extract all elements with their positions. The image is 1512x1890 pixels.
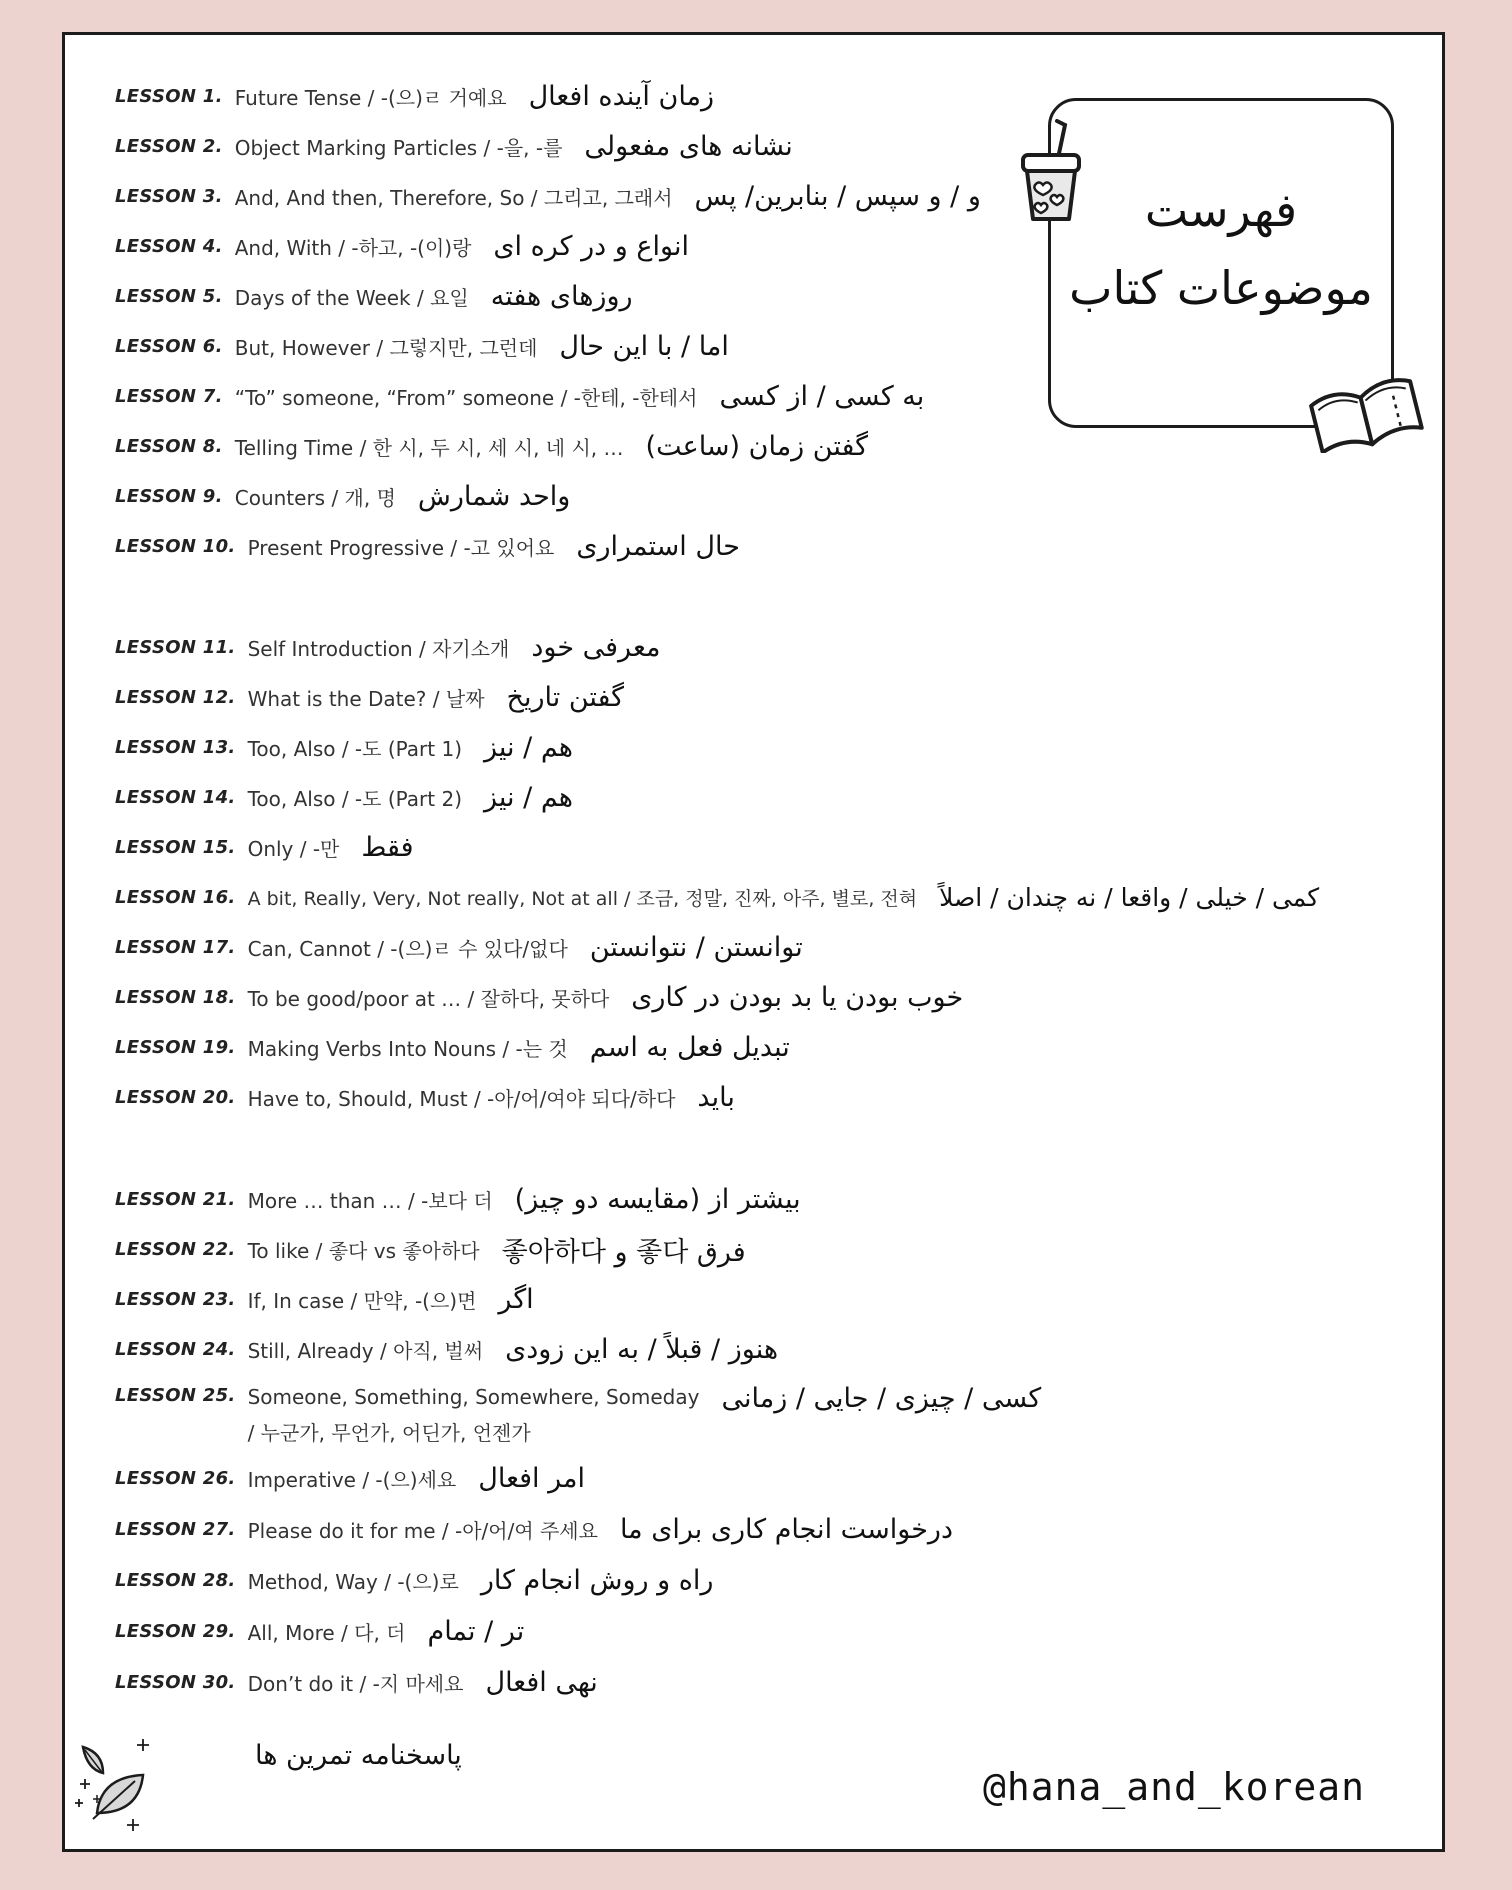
lesson-number: LESSON 20. [115,1086,236,1108]
leaf-sparkle-icon [73,1735,173,1835]
lesson-title-en: Counters / 개, 명 [234,485,396,510]
lesson-title-fa: هنوز / قبلاً / به این زودی [505,1333,779,1365]
lesson-number: LESSON 9. [115,485,223,507]
lesson-title-en: But, However / 그렇지만, 그런데 [234,335,538,360]
lesson-number: LESSON 17. [115,936,236,958]
lesson-title-fa: گفتن زمان (ساعت) [645,430,869,462]
table-of-contents-page [62,32,1445,1852]
open-book-icon [1304,353,1424,453]
lesson-title-fa: تبدیل فعل به اسم [589,1031,790,1063]
lesson-row [115,779,573,815]
lesson-title-fa: فقط [361,831,414,863]
lesson-row [115,679,624,715]
social-handle: @hana_and_korean [983,1765,1366,1809]
lesson-number: LESSON 24. [115,1338,236,1360]
lesson-row [115,478,570,514]
lesson-title-fa: واحد شمارش [417,480,571,512]
lesson-row [115,1029,790,1065]
lesson-title-en: Method, Way / -(으)로 [247,1569,459,1594]
lesson-title-fa: روزهای هفته [490,280,633,312]
lesson-title-fa: گفتن تاریخ [506,681,625,713]
lesson-row [115,228,689,264]
lesson-title-fa: تر / تمام [427,1615,525,1647]
lesson-title-en: Making Verbs Into Nouns / -는 것 [247,1036,568,1061]
lesson-number: LESSON 1. [115,85,223,107]
lesson-row [115,128,793,164]
lesson-title-en: If, In case / 만약, -(으)면 [247,1288,477,1313]
lesson-number: LESSON 12. [115,686,236,708]
lesson-row [115,1331,778,1367]
contents-title-line2: موضوعات کتاب [1069,261,1373,315]
lesson-title-fa: اگر [498,1283,534,1315]
lesson-number: LESSON 23. [115,1288,236,1310]
lesson-row [115,979,963,1015]
lesson-title-en-korean: / 누군가, 무언가, 어딘가, 언젠가 [247,1421,531,1445]
lesson-title-fa: باید [697,1081,735,1113]
lesson-row [115,278,633,314]
lesson-row [115,729,573,765]
lesson-title-fa: به کسی / از کسی [719,380,925,412]
lesson-title-en: More … than … / -보다 더 [247,1188,493,1213]
lesson-title-en-block [248,1385,700,1446]
lesson-title-fa: هم / نیز [484,731,574,763]
lesson-row [115,879,1319,915]
lesson-number: LESSON 27. [115,1518,236,1540]
lesson-number: LESSON 7. [115,385,223,407]
lesson-title-fa: کسی / چیزی / جایی / زمانی [721,1383,1042,1414]
contents-title-line1: فهرست [1144,183,1298,237]
drink-cup-icon [1017,115,1087,227]
lesson-number: LESSON 2. [115,135,223,157]
lesson-row [115,1381,1041,1453]
lesson-title-fa: فرق 좋다 و 좋아하다 [501,1236,746,1268]
lesson-title-en: Too, Also / -도 (Part 1) [247,736,462,761]
lesson-title-fa: کمی / خیلی / واقعا / نه چندان / اصلاً [939,882,1320,912]
lesson-number: LESSON 30. [115,1671,236,1693]
lesson-title-en: A bit, Really, Very, Not really, Not at all / 조금, 정말, 진짜, 아주, 별로, 전혀 [247,887,918,910]
lesson-title-en: Present Progressive / -고 있어요 [247,535,555,560]
lesson-number: LESSON 15. [115,836,236,858]
lesson-row [115,178,981,214]
lesson-title-fa: اما / با این حال [559,330,729,362]
lesson-title-fa: خوب بودن یا بد بودن در کاری [631,981,964,1013]
lesson-row [115,1664,598,1700]
lesson-number: LESSON 18. [115,986,236,1008]
lesson-number: LESSON 13. [115,736,236,758]
lesson-number: LESSON 16. [115,886,236,908]
lesson-number: LESSON 19. [115,1036,236,1058]
lesson-row [115,1460,585,1496]
lesson-title-en: Object Marking Particles / -을, -를 [234,135,563,160]
lesson-row [115,1281,534,1317]
lesson-title-en: Someone, Something, Somewhere, Someday [247,1385,700,1409]
lesson-title-fa: زمان آینده افعال [528,80,715,112]
lesson-title-fa: انواع و در کره ای [493,230,689,262]
lesson-title-en: And, With / -하고, -(이)랑 [234,235,472,260]
lesson-row [115,829,414,865]
contents-title [1051,171,1391,327]
lesson-row [115,629,660,665]
lesson-number: LESSON 3. [115,185,223,207]
lesson-title-en: Self Introduction / 자기소개 [247,636,510,661]
lesson-title-fa: توانستن / نتوانستن [589,931,803,963]
lesson-number: LESSON 10. [115,535,236,557]
lesson-row [115,328,729,364]
lesson-number: LESSON 26. [115,1467,236,1489]
lesson-title-fa: بیشتر از (مقایسه دو چیز) [514,1183,801,1215]
lesson-title-fa: نشانه های مفعولی [584,130,793,162]
lesson-row [115,1562,713,1598]
lesson-row [115,428,868,464]
lesson-title-en: And, And then, Therefore, So / 그리고, 그래서 [234,185,673,210]
lesson-number: LESSON 6. [115,335,223,357]
lesson-row [115,528,740,564]
lesson-title-en: Please do it for me / -아/어/여 주세요 [247,1518,598,1543]
lesson-title-en: To be good/poor at … / 잘하다, 못하다 [247,986,610,1011]
lesson-title-en: Telling Time / 한 시, 두 시, 세 시, 네 시, … [234,435,624,460]
lesson-row [115,1181,801,1217]
lesson-title-fa: نهی افعال [485,1666,598,1698]
lesson-title-en: Have to, Should, Must / -아/어/여야 되다/하다 [247,1086,676,1111]
lesson-title-en: Too, Also / -도 (Part 2) [247,786,462,811]
lesson-title-en: Can, Cannot / -(으)ㄹ 수 있다/없다 [247,936,568,961]
lesson-title-fa: و / و سپس / بنابرین/ پس [694,180,981,212]
lesson-title-en: Future Tense / -(으)ㄹ 거예요 [234,85,507,110]
lesson-title-en: Days of the Week / 요일 [234,285,469,310]
answer-key-label: پاسخنامه تمرین ها [255,1740,462,1771]
lesson-number: LESSON 25. [115,1385,236,1406]
lesson-title-en: “To” someone, “From” someone / -한테, -한테서 [234,385,698,410]
lesson-row [115,1511,953,1547]
lesson-row [115,78,714,114]
lesson-title-fa: حال استمراری [576,530,740,562]
lesson-row [115,1231,746,1267]
lesson-row [115,929,803,965]
lesson-row [115,1079,735,1115]
lesson-title-en: All, More / 다, 더 [247,1620,406,1645]
lesson-title-fa: معرفی خود [531,631,661,663]
lesson-number: LESSON 8. [115,435,223,457]
lesson-title-fa: امر افعال [478,1462,585,1494]
lesson-number: LESSON 5. [115,285,223,307]
lesson-title-en: To like / 좋다 vs 좋아하다 [247,1238,480,1263]
lesson-title-fa: هم / نیز [484,781,574,813]
lesson-title-en: Still, Already / 아직, 벌써 [247,1338,484,1363]
lesson-row [115,378,924,414]
lesson-title-fa: راه و روش انجام کار [480,1564,714,1596]
lesson-number: LESSON 14. [115,786,236,808]
lesson-number: LESSON 4. [115,235,223,257]
lesson-title-en: Don’t do it / -지 마세요 [247,1671,464,1696]
lesson-title-en: Only / -만 [247,836,340,861]
lesson-title-en: Imperative / -(으)세요 [247,1467,457,1492]
lesson-number: LESSON 11. [115,636,236,658]
lesson-number: LESSON 29. [115,1620,236,1642]
lesson-row [115,1613,524,1649]
lesson-number: LESSON 28. [115,1569,236,1591]
lesson-title-fa: درخواست انجام کاری برای ما [619,1513,953,1545]
lesson-number: LESSON 22. [115,1238,236,1260]
lesson-number: LESSON 21. [115,1188,236,1210]
lesson-title-en: What is the Date? / 날짜 [247,686,485,711]
